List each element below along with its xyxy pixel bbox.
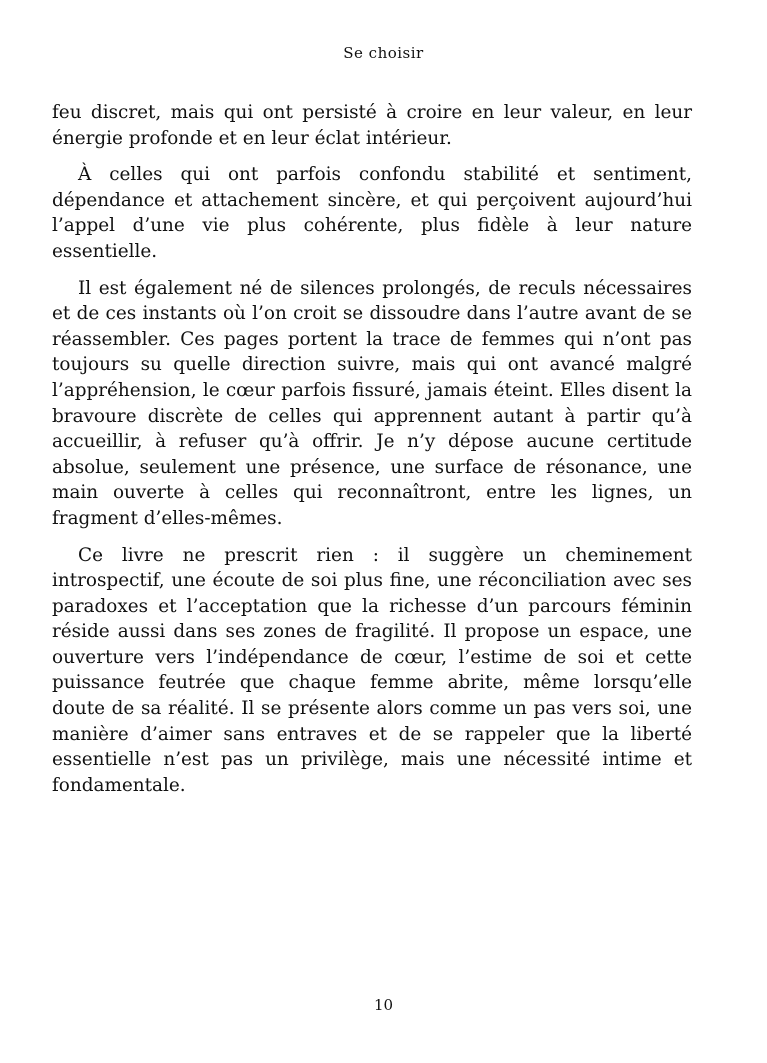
paragraph: Ce livre ne prescrit rien : il suggère un cheminement introspectif, une écoute de soi plus fine, une réconciliation avec ses paradoxes et l’acceptation que la richesse d’un parcours féminin réside aussi dans ses zones de fragilité. Il propose un espace, une ouverture vers l’indépendance de cœur, l’estime de soi et cette puissance feutrée que chaque femme abrite, même lorsqu’elle doute de sa réalité. Il se présente alors comme un pas vers soi, une manière d’aimer sans entraves et de se rappeler que la liberté essentielle n’est pas un privilège, mais une nécessité intime et fondamentale. [52,544,692,796]
paragraph: À celles qui ont parfois confondu stabilité et sentiment, dépendance et attachement sincère, et qui perçoivent aujourd’hui l’appel d’une vie plus cohérente, plus fidèle à leur nature essentielle. [52,164,692,262]
running-head-title: Se choisir [343,44,424,62]
page-number: 10 [373,996,394,1014]
paragraph: Il est également né de silences prolongés, de reculs nécessaires et de ces instants où l’on croit se dissoudre dans l’autre avant de se réassembler. Ces pages portent la trace de femmes qui n’ont pas toujours su quelle direction suivre, mais qui ont avancé malgré l’appréhension, le cœur parfois fissuré, jamais éteint. Elles disent la bravoure discrète de celles qui apprennent autant à partir qu’à accueillir, à refuser qu’à offrir. Je n’y dépose aucune certitude absolue, seulement une présence, une surface de résonance, une main ouverte à celles qui reconnaîtront, entre les lignes, un fragment d’elles-mêmes. [52,277,692,529]
body-text [52,100,692,809]
paragraph-continuation: feu discret, mais qui ont persisté à croire en leur valeur, en leur énergie profonde et en leur éclat intérieur. [52,102,692,149]
